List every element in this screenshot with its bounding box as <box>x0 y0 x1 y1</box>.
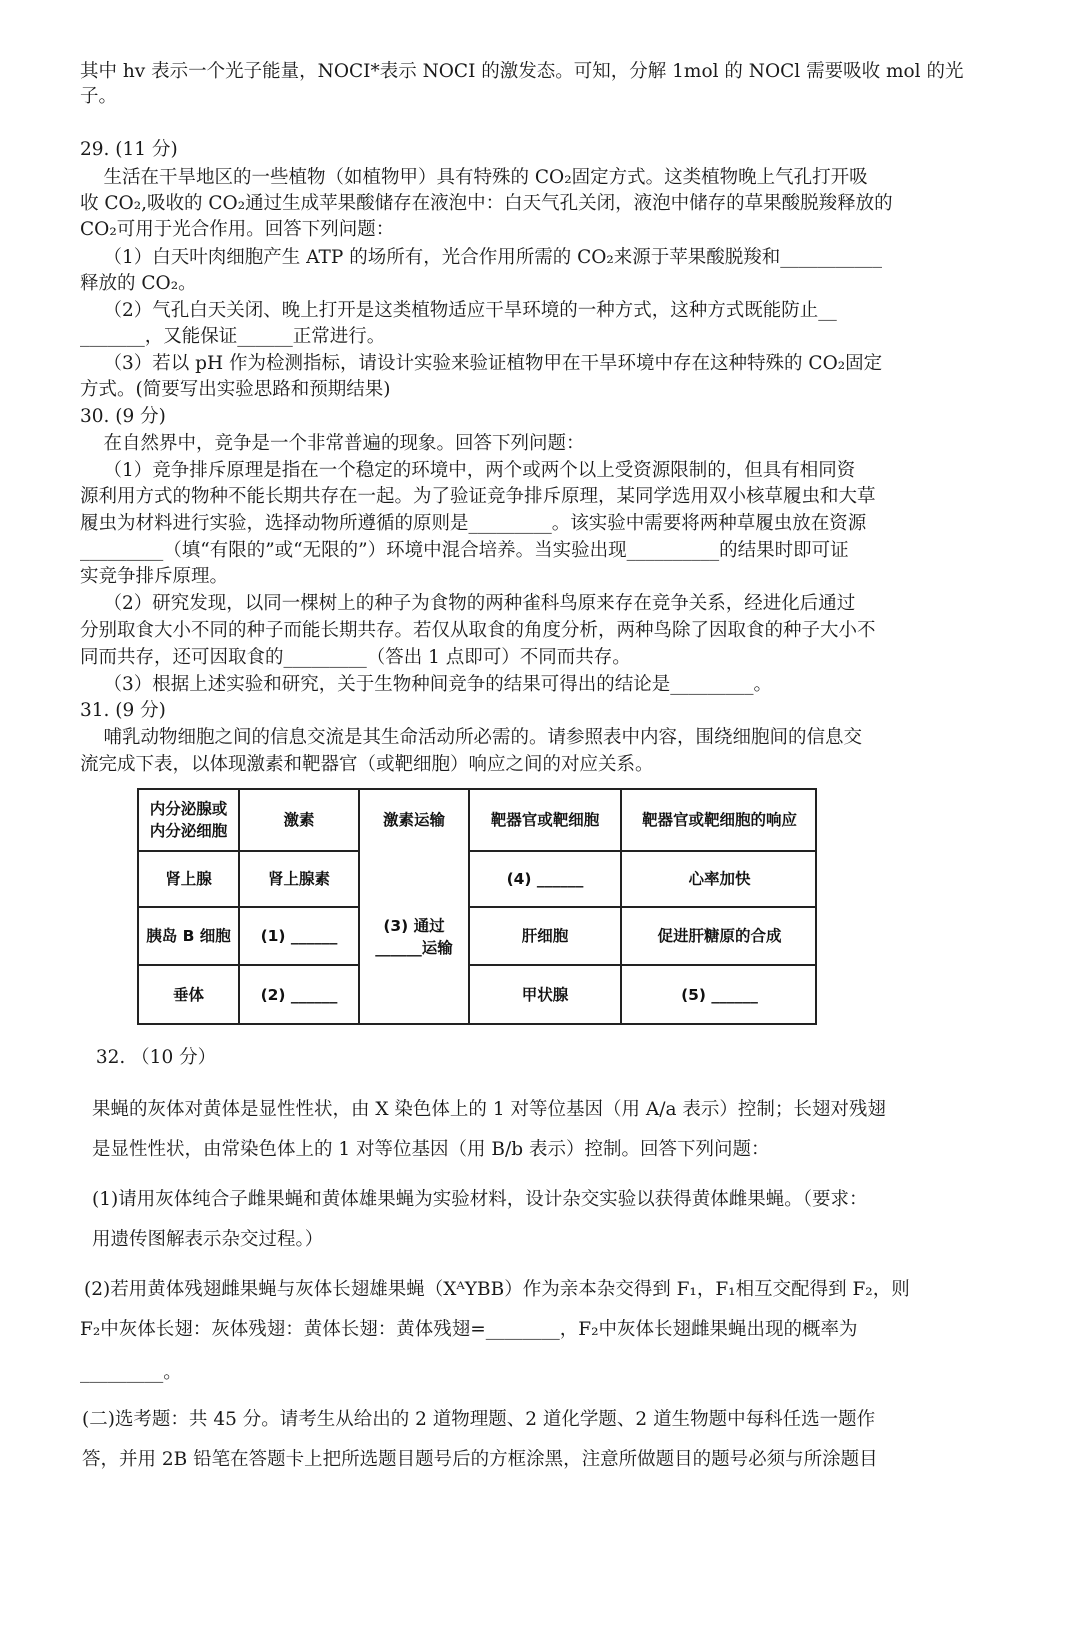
text-line: F₂中灰体长翅：灰体残翅：黄体长翅：黄体残翅=________，F₂中灰体长翅雌果蝇出现的概率为 <box>80 1319 858 1340</box>
text-line: 生活在干旱地区的一些植物（如植物甲）具有特殊的 CO₂固定方式。这类植物晚上气孔打开吸 <box>80 167 868 188</box>
text-line: 30. (9 分) <box>80 406 166 427</box>
header-target: 靶器官或靶细胞 <box>490 811 600 829</box>
table-cell: 促进肝糖原的合成 <box>657 927 782 945</box>
header-response: 靶器官或靶细胞的响应 <box>641 811 797 829</box>
text-line: 实竞争排斥原理。 <box>80 566 229 587</box>
hormone-table <box>137 788 817 1025</box>
table-cell: (1) ______ <box>260 927 338 945</box>
text-line: 分别取食大小不同的种子而能长期共存。若仅从取食的角度分析，两种鸟除了因取食的种子大小不 <box>80 620 876 641</box>
text-line: _________（填“有限的”或“无限的”）环境中混合培养。当实验出现__________的结果时即可证 <box>80 540 849 561</box>
text-line: 答，并用 2B 铅笔在答题卡上把所选题目题号后的方框涂黑，注意所做题目的题号必须与所涂题目 <box>82 1449 878 1470</box>
text-line: 在自然界中，竞争是一个非常普遍的现象。回答下列问题： <box>80 433 585 454</box>
table-cell: 心率加快 <box>688 870 751 888</box>
table-cell: (4) ______ <box>506 870 584 888</box>
table-cell: 甲状腺 <box>521 985 569 1004</box>
text-line: 果蝇的灰体对黄体是显性性状，由 X 染色体上的 1 对等位基因（用 A/a 表示）控制；长翅对残翅 <box>92 1099 886 1120</box>
text-line: （3）若以 pH 作为检测指标，请设计实验来验证植物甲在干旱环境中存在这种特殊的 CO₂固定 <box>80 353 883 374</box>
text-line: （1）白天叶肉细胞产生 ATP 的场所有，光合作用所需的 CO₂来源于苹果酸脱羧和___________ <box>80 247 883 268</box>
text-line: 子。 <box>80 86 118 107</box>
text-line: 履虫为材料进行实验，选择动物所遵循的原则是_________。该实验中需要将两种草履虫放在资源 <box>80 513 867 534</box>
table-cell: 垂体 <box>172 985 204 1004</box>
text-line: (二)选考题：共 45 分。请考生从给出的 2 道物理题、2 道化学题、2 道生物题中每科任选一题作 <box>82 1409 876 1430</box>
text-line: 其中 hv 表示一个光子能量，NOCI*表示 NOCI 的激发态。可知，分解 1mol 的 NOCl 需要吸收 mol 的光 <box>80 61 964 82</box>
table-cell: 肾上腺素 <box>267 870 330 888</box>
text-line: 收 CO₂,吸收的 CO₂通过生成苹果酸储存在液泡中：白天气孔关闭，液泡中储存的草果酸脱羧释放的 <box>80 193 893 214</box>
transport-cell: (3) 通过 ______运输 <box>375 917 453 957</box>
text-line: 用遗传图解表示杂交过程。） <box>92 1229 324 1250</box>
text-line: 源利用方式的物种不能长期共存在一起。为了验证竞争排斥原理，某同学选用双小核草履虫和大草 <box>80 486 876 507</box>
header-transport: 激素运输 <box>382 811 445 829</box>
text-line: _________。 <box>80 1362 182 1383</box>
text-line: (2)若用黄体残翅雌果蝇与灰体长翅雄果蝇（XᴬYBB）作为亲本杂交得到 F₁，F₁相互交配得到 F₂，则 <box>84 1279 910 1300</box>
table-cell: 肝细胞 <box>521 927 569 945</box>
text-line: （3）根据上述实验和研究，关于生物种间竞争的结果可得出的结论是_________。 <box>80 674 773 695</box>
header-gland: 内分泌腺或 内分泌细胞 <box>149 800 228 840</box>
text-line: 方式。(简要写出实验思路和预期结果) <box>80 379 391 400</box>
text-line: CO₂可用于光合作用。回答下列问题： <box>80 219 395 240</box>
text-line: 31. (9 分) <box>80 700 166 721</box>
text-line: 哺乳动物细胞之间的信息交流是其生命活动所必需的。请参照表中内容，围绕细胞间的信息交 <box>80 727 863 748</box>
text-line: （2）气孔白天关闭、晚上打开是这类植物适应干旱环境的一种方式，这种方式既能防止__ <box>80 300 837 321</box>
text-line: 流完成下表，以体现激素和靶器官（或靶细胞）响应之间的对应关系。 <box>80 754 654 775</box>
text-line: 释放的 CO₂。 <box>80 273 197 294</box>
table-cell: (2) ______ <box>260 985 338 1004</box>
header-hormone: 激素 <box>283 811 315 829</box>
text-line: (1)请用灰体纯合子雌果蝇和黄体雄果蝇为实验材料，设计杂交实验以获得黄体雌果蝇。（要求： <box>92 1189 868 1210</box>
text-line: （2）研究发现，以同一棵树上的种子为食物的两种雀科鸟原来存在竞争关系，经进化后通过 <box>80 593 856 614</box>
text-line: _______，又能保证______正常进行。 <box>80 326 386 347</box>
text-line: 29. (11 分) <box>80 139 178 160</box>
text-line: 32. （10 分） <box>90 1047 217 1068</box>
table-cell: 肾上腺 <box>165 870 212 888</box>
table-cell: 胰岛 B 细胞 <box>146 927 231 945</box>
text-line: （1）竞争排斥原理是指在一个稳定的环境中，两个或两个以上受资源限制的，但具有相同资 <box>80 460 856 481</box>
text-line: 是显性性状，由常染色体上的 1 对等位基因（用 B/b 表示）控制。回答下列问题： <box>92 1139 770 1160</box>
text-line: 同而共存，还可因取食的_________（答出 1 点即可）不同而共存。 <box>80 647 631 668</box>
table-cell: (5) ______ <box>681 985 758 1004</box>
